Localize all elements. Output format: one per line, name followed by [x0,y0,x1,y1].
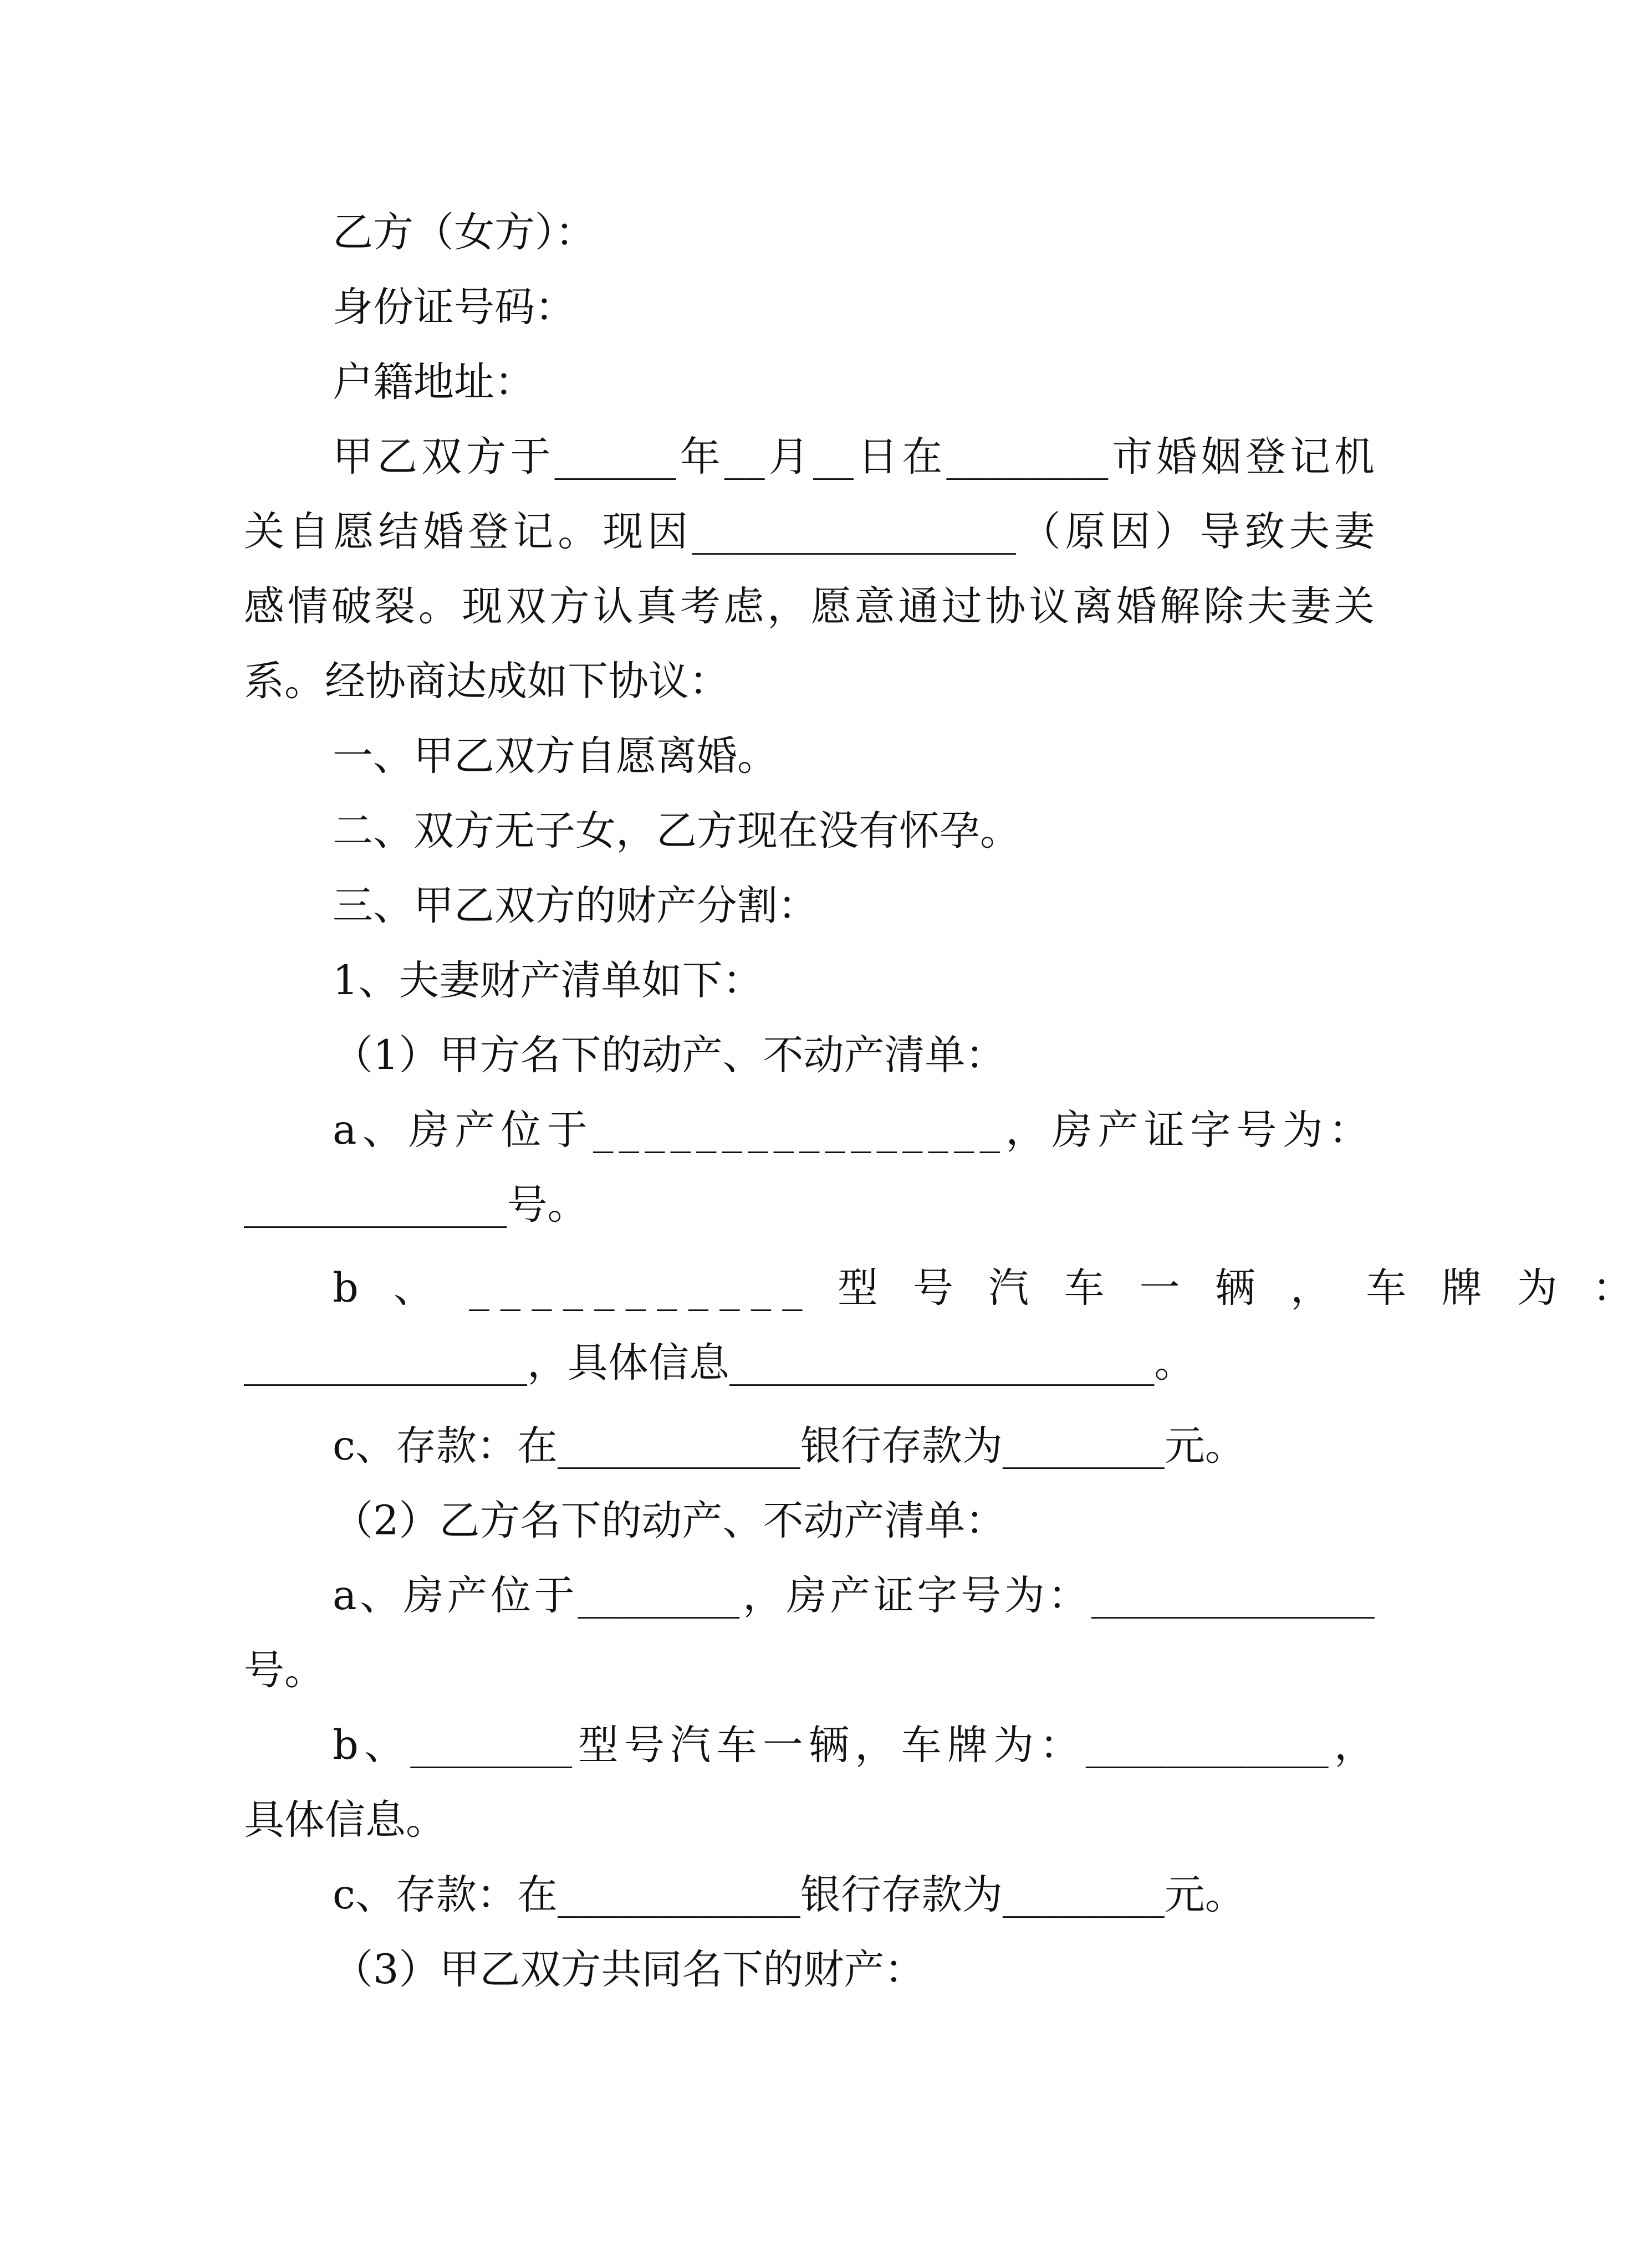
party-b-property-heading: （2）乙方名下的动产、不动产清单： [333,1497,1006,1544]
clause-three: 三、甲乙双方的财产分割： [333,882,818,929]
party-a-deposit: c、存款：在____________银行存款为________元。 [333,1422,1245,1470]
party-a-house-line-2: _____________号。 [244,1181,588,1228]
party-a-property-heading: （1）甲方名下的动产、不动产清单： [333,1032,1006,1079]
marriage-paragraph-line-2: 关自愿结婚登记。现因________________（原因）导致夫妻 [244,508,1375,555]
joint-property-heading: （3）甲乙双方共同名下的财产： [333,1946,925,1993]
clause-two: 二、双方无子女，乙方现在没有怀孕。 [333,807,1020,854]
party-b-car-line-1: b、________型号汽车一辆，车牌为：____________， [333,1722,1375,1769]
party-b-house-line-2: 号。 [244,1647,325,1694]
marriage-paragraph-line-3: 感情破裂。现双方认真考虑，愿意通过协议离婚解除夫妻关 [244,583,1375,630]
party-a-house-line-1: a、房产位于________________，房产证字号为： [333,1107,1375,1154]
marriage-paragraph-line-4: 系。经协商达成如下协议： [244,658,729,705]
id-number-label: 身份证号码： [333,284,575,331]
property-list-heading: 1、夫妻财产清单如下： [333,957,763,1004]
party-a-car-line-2: ______________，具体信息_____________________。 [244,1339,1195,1386]
party-b-house-line-1: a、房产位于________，房产证字号为：______________ [333,1572,1375,1619]
marriage-paragraph-line-1: 甲乙双方于______年__月__日在________市婚姻登记机 [333,433,1375,480]
party-b-deposit: c、存款：在____________银行存款为________元。 [333,1871,1245,1918]
household-address-label: 户籍地址： [333,359,535,406]
party-a-car-line-1: b 、 ___________ 型 号 汽 车 一 辆 ， 车 牌 为 ： [333,1264,1644,1312]
clause-one: 一、甲乙双方自愿离婚。 [333,733,778,780]
party-b-car-line-2: 具体信息。 [244,1796,446,1844]
party-b-label: 乙方（女方）： [333,209,596,256]
